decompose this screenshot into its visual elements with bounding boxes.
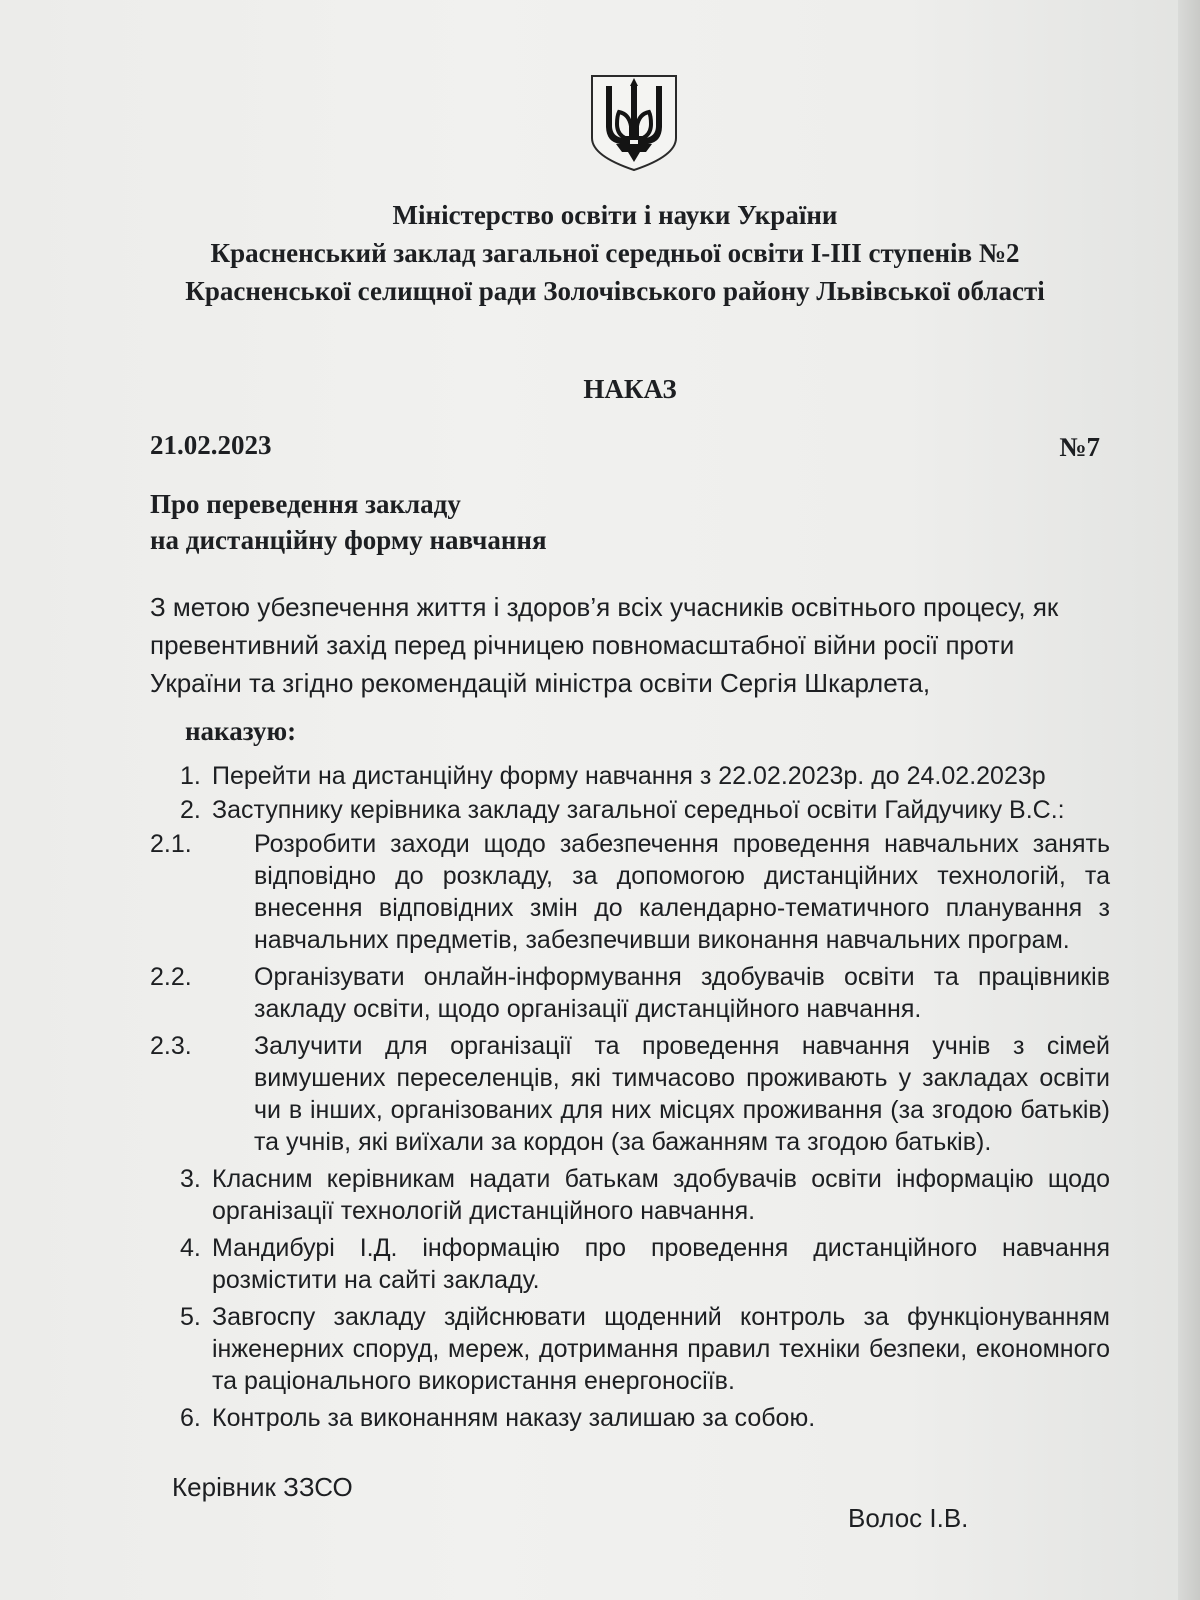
preamble-paragraph: З метою убезпечення життя і здоров’я всіх учасників освітнього процесу, як превентивний захід перед річницею повномасштабної війни росії проти України та згідно рекомендацій міністра освіти Сергія Шкарлета, (150, 592, 1059, 698)
item-number: 3. (180, 1165, 201, 1193)
item-number: 2.1. (150, 830, 192, 858)
item-number: 1. (180, 762, 201, 790)
item-text: Мандибурі І.Д. інформацію про проведення дистанційного навчання розмістити на сайті закладу. (212, 1234, 1110, 1294)
order-date: 21.02.2023 (150, 430, 272, 460)
subject-line-1: Про переведення закладу (150, 489, 461, 519)
item-text: Перейти на дистанційну форму навчання з 22.02.2023р. до 24.02.2023р (212, 762, 1046, 790)
item-number: 2. (180, 796, 201, 824)
institution-header (150, 196, 1080, 310)
item-text: Класним керівникам надати батькам здобувачів освіти інформацію щодо організації технологій дистанційного навчання. (212, 1165, 1110, 1225)
signer-position: Керівник ЗЗСО (172, 1472, 353, 1502)
item-text: Заступнику керівника закладу загальної середньої освіти Гайдучику В.С.: (212, 796, 1065, 824)
item-number: 6. (180, 1404, 201, 1432)
council-name: Красненської селищної ради Золочівського району Львівської області (185, 276, 1045, 306)
list-item (150, 794, 1110, 826)
list-item (150, 1163, 1110, 1227)
order-number: №7 (1059, 432, 1100, 462)
ministry-name: Міністерство освіти і науки України (392, 200, 838, 230)
list-item (150, 1301, 1110, 1397)
item-text: Розробити заходи щодо забезпечення проведення навчальних занять відповідно до розкладу, за допомогою дистанційних технологій, та внесення відповідних змін до календарно-тематичного планування з навчальних предметів, забезпечивши виконання навчальних програм. (254, 830, 1110, 954)
list-item (150, 1030, 1110, 1158)
subject-line-2: на дистанційну форму навчання (150, 525, 547, 555)
item-text: Залучити для організації та проведення навчання учнів з сімей вимушених переселенців, які тимчасово проживають у закладах освіти чи в інших, організованих для них місцях проживання (за згодою батьків) та учнів, які виїхали за кордон (за бажанням та згодою батьків). (254, 1032, 1110, 1156)
list-item (150, 1402, 1110, 1434)
list-item (150, 760, 1110, 792)
item-text: Завгоспу закладу здійснювати щоденний контроль за функціонуванням інженерних споруд, мереж, дотримання правил техніки безпеки, економного та раціонального використання енергоносіїв. (212, 1303, 1110, 1395)
item-number: 2.2. (150, 963, 192, 991)
document-title: НАКАЗ (583, 374, 677, 404)
page-edge (1178, 0, 1200, 1600)
item-number: 4. (180, 1234, 201, 1262)
item-number: 5. (180, 1303, 201, 1331)
trident-coat-of-arms-icon (586, 72, 682, 172)
institution-name: Красненський заклад загальної середньої освіти І-ІІІ ступенів №2 (210, 238, 1020, 268)
item-text: Контроль за виконанням наказу залишаю за собою. (212, 1404, 816, 1432)
list-item (150, 828, 1110, 956)
signer-name: Волос І.В. (848, 1503, 969, 1533)
order-items-list (150, 760, 1110, 1439)
item-number: 2.3. (150, 1032, 192, 1060)
item-text: Організувати онлайн-інформування здобувачів освіти та працівників закладу освіти, щодо організації дистанційного навчання. (254, 963, 1110, 1023)
decree-word: наказую: (185, 716, 297, 746)
list-item (150, 1232, 1110, 1296)
list-item (150, 961, 1110, 1025)
order-subject (150, 486, 547, 558)
